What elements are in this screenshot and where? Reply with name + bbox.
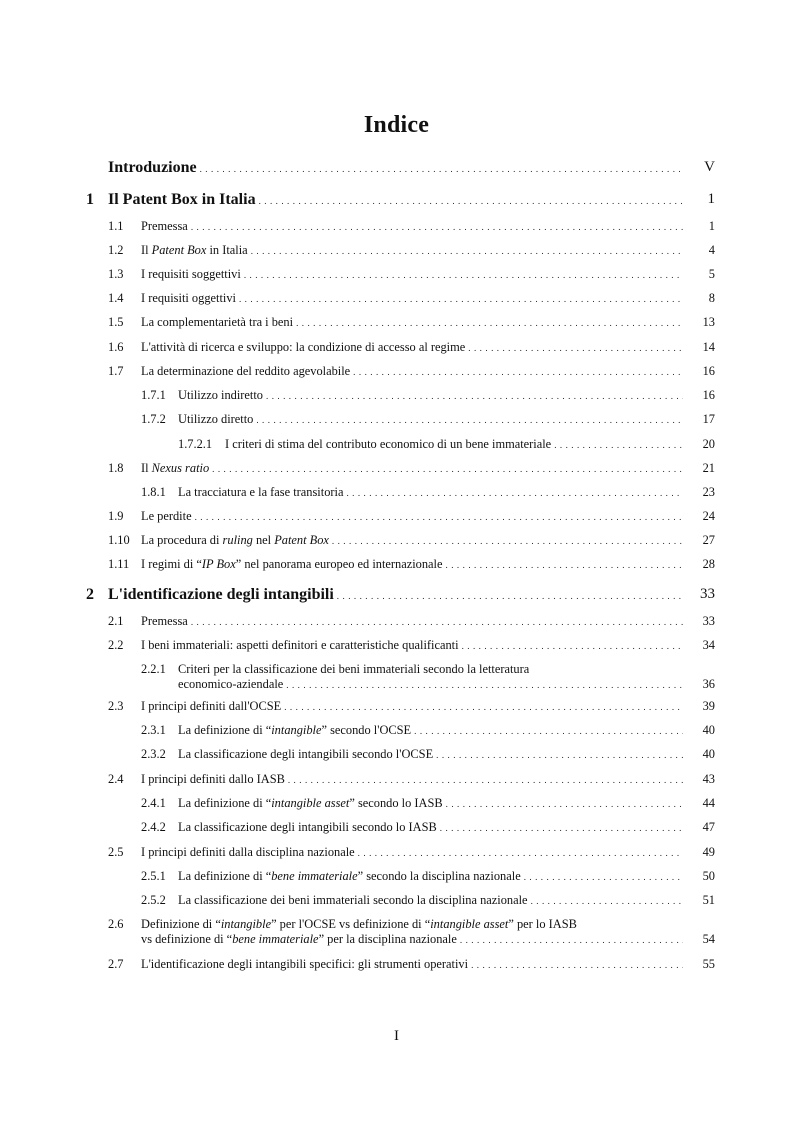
- page-title: Indice: [363, 112, 430, 138]
- toc-entry-number: 1.8: [108, 461, 124, 475]
- toc-entry-label: La determinazione del reddito agevolabile: [141, 364, 351, 378]
- toc-entry-page: 16: [702, 364, 715, 378]
- toc-entry-label: Il Patent Box in Italia: [108, 191, 256, 208]
- toc-entry-page: 1: [707, 191, 715, 207]
- toc-entry-number: 1: [86, 191, 94, 208]
- dot-leader: [195, 510, 683, 525]
- toc-entry-number: 2.3.1: [141, 723, 166, 737]
- dot-leader: [251, 244, 683, 259]
- toc-entry-number: 2.5.1: [141, 869, 166, 883]
- toc-entry[interactable]: [0, 412, 793, 428]
- dot-leader: [284, 700, 683, 715]
- toc-entry-label: economico-aziendale: [178, 677, 284, 691]
- toc-entry-label: La definizione di “intangible” secondo l'OCSE: [178, 723, 412, 737]
- toc-entry[interactable]: [0, 219, 793, 235]
- toc-entry-page: 51: [702, 893, 715, 907]
- toc-entry-label: La tracciatura e la fase transitoria: [178, 485, 344, 499]
- toc-entry-label: La definizione di “bene immateriale” secondo la disciplina nazionale: [178, 869, 521, 883]
- dot-leader: [337, 589, 683, 604]
- dot-leader: [256, 413, 683, 428]
- toc-entry[interactable]: [0, 869, 793, 885]
- toc-entry-number: 2.2: [108, 638, 124, 652]
- toc-entry-number: 1.7.2: [141, 412, 166, 426]
- toc-entry-page: 24: [702, 509, 715, 523]
- dot-leader: [288, 773, 683, 788]
- dot-leader: [358, 846, 683, 861]
- toc-entry[interactable]: [0, 160, 793, 176]
- toc-entry-label: Il Patent Box in Italia: [141, 243, 248, 257]
- toc-entry-page: 49: [702, 845, 715, 859]
- toc-entry-label: I principi definiti dallo IASB: [141, 772, 285, 786]
- toc-entry-label: I requisiti soggettivi: [141, 267, 241, 281]
- dot-leader: [531, 894, 683, 909]
- toc-entry-label: I beni immateriali: aspetti definitori e caratteristiche qualificanti: [141, 638, 459, 652]
- toc-entry-number: 2.5: [108, 845, 124, 859]
- dot-leader: [346, 486, 683, 501]
- toc-entry-label: La definizione di “intangible asset” secondo lo IASB: [178, 796, 443, 810]
- toc-entry[interactable]: [0, 772, 793, 788]
- toc-entry-page: 39: [702, 699, 715, 713]
- toc-entry[interactable]: [0, 796, 793, 812]
- toc-entry-number: 1.6: [108, 340, 124, 354]
- toc-entry[interactable]: [0, 820, 793, 836]
- toc-entry[interactable]: [0, 267, 793, 283]
- toc-entry[interactable]: [0, 699, 793, 715]
- toc-entry-number: 2.6: [108, 917, 124, 931]
- toc-entry-page: 43: [702, 772, 715, 786]
- dot-leader: [446, 797, 683, 812]
- toc-entry-number: 1.2: [108, 243, 124, 257]
- toc-entry[interactable]: [0, 243, 793, 259]
- toc-entry-page: 16: [702, 388, 715, 402]
- toc-entry-number: 1.7.1: [141, 388, 166, 402]
- toc-entry-label: Introduzione: [108, 159, 197, 176]
- toc-entry-page: 4: [708, 243, 715, 257]
- toc-entry-number: 2.2.1: [141, 662, 166, 676]
- toc-entry-page: 40: [702, 723, 715, 737]
- dot-leader: [462, 639, 683, 654]
- toc-entry-label: Premessa: [141, 614, 188, 628]
- dot-leader: [446, 558, 683, 573]
- toc-entry-page: 47: [702, 820, 715, 834]
- toc-entry-label: Le perdite: [141, 509, 192, 523]
- toc-entry-number: 2.3.2: [141, 747, 166, 761]
- toc-entry-page: 50: [702, 869, 715, 883]
- toc-entry[interactable]: [0, 461, 793, 477]
- toc-entry-label: La classificazione dei beni immateriali secondo la disciplina nazionale: [178, 893, 528, 907]
- toc-entry[interactable]: [0, 747, 793, 763]
- toc-entry[interactable]: [0, 315, 793, 331]
- toc-entry-label: La complementarietà tra i beni: [141, 315, 294, 329]
- toc-entry[interactable]: [0, 638, 793, 654]
- toc-entry-page: V: [704, 159, 715, 175]
- toc-entry[interactable]: [0, 893, 793, 909]
- dot-leader: [468, 341, 683, 356]
- toc-entry-label: I criteri di stima del contributo economico di un bene immateriale: [225, 437, 552, 451]
- toc-entry-number: 2: [86, 586, 94, 603]
- dot-leader: [332, 534, 683, 549]
- toc-entry-number: 1.3: [108, 267, 124, 281]
- toc-entry-label: L'attività di ricerca e sviluppo: la condizione di accesso al regime: [141, 340, 466, 354]
- dot-leader: [471, 958, 683, 973]
- toc-entry-page: 8: [708, 291, 715, 305]
- toc-entry[interactable]: [0, 845, 793, 861]
- toc-entry-number: 2.5.2: [141, 893, 166, 907]
- dot-leader: [200, 162, 683, 177]
- toc-entry[interactable]: [0, 388, 793, 404]
- dot-leader: [440, 821, 683, 836]
- toc-entry-label: L'identificazione degli intangibili specifici: gli strumenti operativi: [141, 957, 469, 971]
- toc-entry-page: 28: [702, 557, 715, 571]
- toc-entry[interactable]: [0, 364, 793, 380]
- toc-entry-number: 2.3: [108, 699, 124, 713]
- toc-entry[interactable]: [0, 662, 793, 692]
- toc-entry-page: 21: [702, 461, 715, 475]
- dot-leader: [239, 292, 683, 307]
- toc-entry[interactable]: [0, 192, 793, 208]
- toc-entry-number: 1.11: [108, 557, 130, 571]
- toc-entry-label: La procedura di ruling nel Patent Box: [141, 533, 329, 547]
- toc-entry-label: La classificazione degli intangibili secondo l'OCSE: [178, 747, 434, 761]
- toc-entry-page: 54: [702, 932, 715, 946]
- toc-entry-label: Premessa: [141, 219, 188, 233]
- toc-entry-page: 36: [702, 677, 715, 691]
- dot-leader: [286, 678, 683, 693]
- toc-entry-number: 1.5: [108, 315, 124, 329]
- toc-entry-number: 1.1: [108, 219, 124, 233]
- dot-leader: [554, 438, 683, 453]
- toc-entry-page: 13: [702, 315, 715, 329]
- toc-entry-number: 2.4: [108, 772, 124, 786]
- toc-entry-number: 2.4.2: [141, 820, 166, 834]
- toc-entry-label-line1: Criteri per la classificazione dei beni immateriali secondo la letteratura: [178, 662, 530, 676]
- toc-entry[interactable]: [0, 509, 793, 525]
- dot-leader: [244, 268, 683, 283]
- toc-entry-label: I principi definiti dall'OCSE: [141, 699, 282, 713]
- toc-entry-number: 2.4.1: [141, 796, 166, 810]
- dot-leader: [414, 724, 683, 739]
- dot-leader: [524, 870, 683, 885]
- toc-entry[interactable]: [0, 533, 793, 549]
- toc-entry-page: 44: [702, 796, 715, 810]
- toc-entry-label: La classificazione degli intangibili secondo lo IASB: [178, 820, 437, 834]
- toc-entry-page: 33: [702, 614, 715, 628]
- toc-entry[interactable]: [0, 557, 793, 573]
- dot-leader: [191, 220, 683, 235]
- toc-entry-page: 14: [702, 340, 715, 354]
- toc-entry-number: 2.1: [108, 614, 124, 628]
- toc-entry[interactable]: [0, 291, 793, 307]
- toc-entry-label: I requisiti oggettivi: [141, 291, 236, 305]
- toc-entry-page: 27: [702, 533, 715, 547]
- toc-entry-page: 20: [702, 437, 715, 451]
- toc-entry-label: I regimi di “IP Box” nel panorama europeo ed internazionale: [141, 557, 443, 571]
- toc-entry-page: 40: [702, 747, 715, 761]
- dot-leader: [296, 316, 683, 331]
- toc-entry-number: 1.8.1: [141, 485, 166, 499]
- toc-entry-page: 33: [700, 586, 715, 602]
- toc-entry-number: 1.7.2.1: [178, 437, 213, 451]
- toc-entry-number: 2.7: [108, 957, 124, 971]
- toc-entry-page: 55: [702, 957, 715, 971]
- toc-entry-label: Il Nexus ratio: [141, 461, 210, 475]
- toc-entry-number: 1.4: [108, 291, 124, 305]
- toc-entry-number: 1.10: [108, 533, 130, 547]
- dot-leader: [436, 748, 683, 763]
- dot-leader: [460, 933, 683, 948]
- toc-entry-label: I principi definiti dalla disciplina nazionale: [141, 845, 355, 859]
- toc-entry-page: 1: [708, 219, 715, 233]
- dot-leader: [212, 462, 683, 477]
- toc-entry-page: 23: [702, 485, 715, 499]
- toc-entry[interactable]: [0, 917, 793, 947]
- toc-entry[interactable]: [0, 587, 793, 603]
- toc-entry-number: 1.9: [108, 509, 124, 523]
- toc-entry-number: 1.7: [108, 364, 124, 378]
- toc-entry[interactable]: [0, 340, 793, 356]
- toc-entry[interactable]: [0, 614, 793, 630]
- toc-entry-label: Utilizzo indiretto: [178, 388, 263, 402]
- dot-leader: [259, 194, 683, 209]
- toc-entry-page: 17: [702, 412, 715, 426]
- toc-entry-page: 5: [708, 267, 715, 281]
- dot-leader: [191, 615, 683, 630]
- toc-entry-label: L'identificazione degli intangibili: [108, 586, 334, 603]
- toc-entry-label-line1: Definizione di “intangible” per l'OCSE vs definizione di “intangible asset” per lo IASB: [141, 917, 577, 931]
- toc-entry[interactable]: [0, 485, 793, 501]
- page-number-footer: I: [394, 1028, 399, 1044]
- dot-leader: [353, 365, 683, 380]
- toc-entry[interactable]: [0, 437, 793, 453]
- toc-entry[interactable]: [0, 723, 793, 739]
- toc-entry-label: Utilizzo diretto: [178, 412, 254, 426]
- dot-leader: [266, 389, 683, 404]
- toc-entry[interactable]: [0, 957, 793, 973]
- toc-entry-page: 34: [702, 638, 715, 652]
- toc-entry-label: vs definizione di “bene immateriale” per la disciplina nazionale: [141, 932, 457, 946]
